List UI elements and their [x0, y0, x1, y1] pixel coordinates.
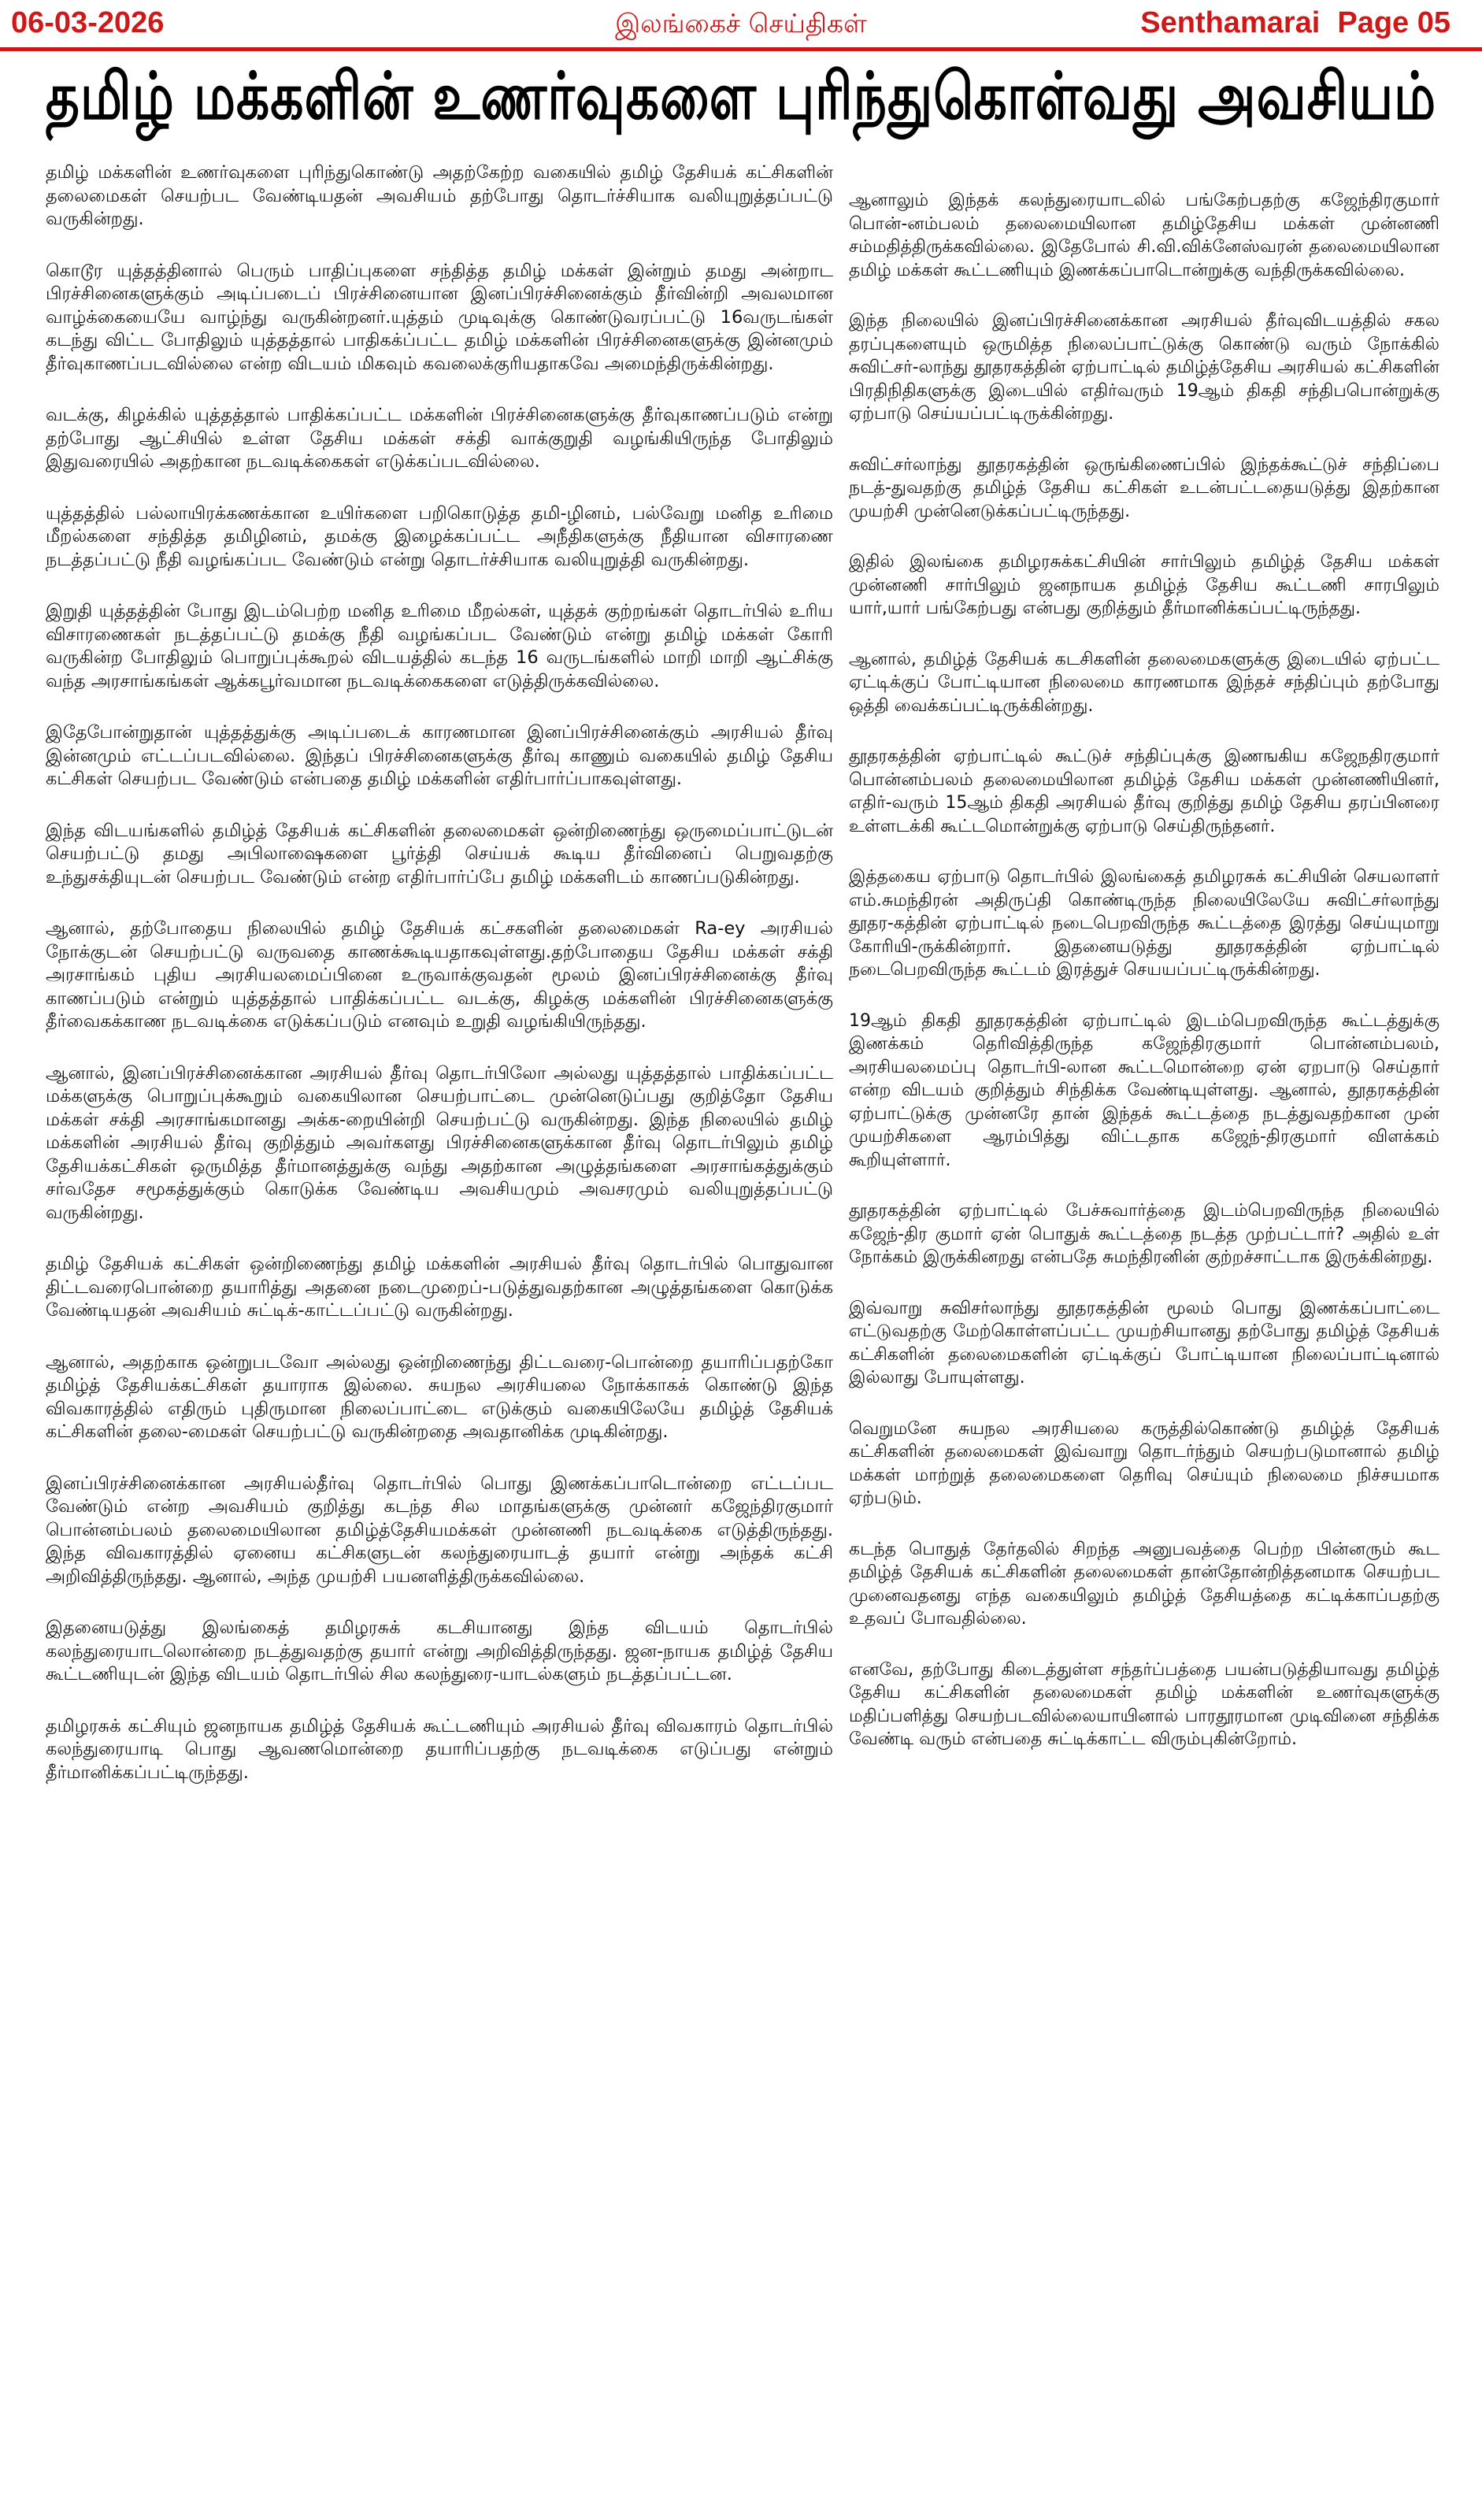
- paragraph: யுத்தத்தில் பல்லாயிரக்கணக்கான உயிர்களை பறிகொடுத்த தமி-ழினம், பல்வேறு மனித உரிமை மீறல்களை சந்தித்த தமிழினம், தமக்கு இழைக்கப்பட்ட அநீதிகளுக்கு நீதியான விசாரணை நடத்தப்பட்டு நீதி வழங்கப்பட வேண்டும் என்று தொடர்ச்சியாக வலியுறுத்தி வருகின்றது.: [46, 502, 833, 570]
- header-divider: [0, 47, 1482, 51]
- paragraph: வெறுமனே சுயநல அரசியலை கருத்தில்கொண்டு தமிழ்த் தேசியக் கட்சிகளின் தலைமைகள் இவ்வாறு தொடர்ந்தும் செயற்படுமானால் தமிழ் மக்கள் மாற்றுத் தலைமைகளை தெரிவு செய்யும் நிலைமை நிச்சயமாக ஏற்படும்.: [849, 1418, 1439, 1508]
- page-number: Page 05: [1337, 6, 1451, 39]
- paragraph: ஆனாலும் இந்தக் கலந்துரையாடலில் பங்கேற்பதற்கு கஜேந்திரகுமார் பொன்-னம்பலம் தலைமையிலான தமிழ்தேசிய மக்கள் முன்னணி சம்மதித்திருக்கவில்லை. இதேபோல் சி.வி.விக்னேஸ்வரன் தலைமையிலான தமிழ் மக்கள் கூட்டணியும் இணக்கப்பாடொன்றுக்கு வந்திருக்கவில்லை.: [849, 191, 1439, 280]
- paper-name: Senthamarai: [1140, 6, 1321, 39]
- paragraph: ஆனால், தமிழ்த் தேசியக் கடசிகளின் தலைமைகளுக்கு இடையில் ஏற்பட்ட ஏட்டிக்குப் போட்டியான நிலைமை காரணமாக இந்தச் சந்திப்பும் தற்போது ஒத்தி வைக்கப்பட்டிருக்கின்றது.: [849, 649, 1439, 716]
- paragraph: தூதரகத்தின் ஏற்பாட்டில் பேச்சுவார்த்தை இடம்பெறவிருந்த நிலையில் கஜேந்-திர குமார் ஏன் பொதுக் கூட்டத்தை நடத்த முற்பட்டார்? அதில் உள் நோக்கம் இருக்கினறது என்பதே சுமந்திரனின் குற்றச்சாட்டாக இருக்கின்றது.: [849, 1201, 1439, 1267]
- masthead: [1140, 6, 1451, 40]
- paragraph: இறுதி யுத்தத்தின் போது இடம்பெற்ற மனித உரிமை மீறல்கள், யுத்தக் குற்றங்கள் தொடர்பில் உரிய விசாரணைகள் நடத்தப்பட்டு தமக்கு நீதி வழங்கப்பட வேண்டும் என்று தமிழ் மக்கள் கோரி வருகின்ற போதிலும் பொறுப்புக்கூறல் விடயத்தில் கடந்த 16 வருடங்களில் மாறி மாறி ஆட்சிக்கு வந்த அரசாங்கங்கள் ஆக்கபூர்வமான நடவடிக்கைகளை எடுத்திருக்கவில்லை.: [46, 601, 833, 691]
- paragraph: இதில் இலங்கை தமிழரசுக்கட்சியின் சார்பிலும் தமிழ்த் தேசிய மக்கள் முன்னணி சார்பிலும் ஜனநாயக தமிழ்த் தேசிய கூட்டணி சாரபிலும் யார்,யார் பங்கேற்பது என்பது குறித்தும் தீர்மானிக்கப்பட்டிருந்தது.: [849, 552, 1439, 618]
- paragraph: இந்த விடயங்களில் தமிழ்த் தேசியக் கட்சிகளின் தலைமைகள் ஒன்றிணைந்து ஒருமைப்பாட்டுடன் செயற்பட்டு தமது அபிலாஷைகளை பூர்த்தி செய்யக் கூடிய தீர்வினைப் பெறுவதற்கு உந்துசக்தியுடன் செயற்பட வேண்டும் என்ற எதிர்பார்ப்பே தமிழ் மக்களிடம் காணப்படுகின்றது.: [46, 820, 833, 888]
- paragraph: வடக்கு, கிழக்கில் யுத்தத்தால் பாதிக்கப்பட்ட மக்களின் பிரச்சினைகளுக்கு தீர்வுகாணப்படும் என்று தற்போது ஆட்சியில் உள்ள தேசிய மக்கள் சக்தி வாக்குறுதி வழங்கியிருந்த போதிலும் இதுவரையில் அதற்கான நடவடிக்கைகள் எடுக்கப்படவில்லை.: [46, 405, 833, 472]
- paragraph: இவ்வாறு சுவிசர்லாந்து தூதரகத்தின் மூலம் பொது இணக்கப்பாட்டை எட்டுவதற்கு மேற்கொள்ளப்பட்ட முயற்சியானது தற்போது தமிழ்த் தேசியக் கட்சிகளின் தலைமைகளின் ஏட்டிக்குப் போட்டியான நிலைப்பாட்டினால் இல்லாது போயுள்ளது.: [849, 1298, 1439, 1388]
- paragraph: ஆனால், அதற்காக ஒன்றுபடவோ அல்லது ஒன்றிணைந்து திட்டவரை-பொன்றை தயாரிப்பதற்கோ தமிழ்த் தேசியக்கட்சிகள் தயாராக இல்லை. சுயநல அரசியலை நோக்காகக் கொண்டு இந்த விவகாரத்தில் எதிரும் புதிருமான நிலைப்பாட்டை எடுக்கும் வகையிலேயே தமிழ்த் தேசியக் கட்சிகளின் தலை-மைகள் செயற்பட்டு வருகின்றதை அவதானிக்க முடிகின்றது.: [46, 1351, 833, 1442]
- issue-date: 06-03-2026: [11, 6, 165, 39]
- paragraph: இதனையடுத்து இலங்கைத் தமிழரசுக் கடசியானது இந்த விடயம் தொடர்பில் கலந்துரையாடலொன்றை நடத்துவதற்கு தயார் என்று அறிவித்திருந்தது. ஜன-நாயக தமிழ்த் தேசிய கூட்டணியுடன் இந்த விடயம் தொடர்பில் சில கலந்துரை-யாடல்களும் நடத்தப்பட்டன.: [46, 1618, 833, 1684]
- paragraph: தூதரகத்தின் ஏற்பாட்டில் கூட்டுச் சந்திப்புக்கு இணஙகிய கஜேநதிரகுமார் பொன்னம்பலம் தலைமையிலான தமிழ்த் தேசிய மக்கள் முன்னணியினர், எதிர்-வரும் 15ஆம் திகதி அரசியல் தீர்வு குறித்து தமிழ் தேசிய தரப்பினரை உள்ளடக்கி கூட்டமொன்றுக்கு ஏற்பாடு செய்திருந்தனர்.: [849, 747, 1439, 836]
- paragraph: இந்த நிலையில் இனப்பிரச்சினைக்கான அரசியல் தீர்வுவிடயத்தில் சகல தரப்புகளையும் ஒருமித்த நிலைப்பாட்டுக்கு கொண்டு வரும் நோக்கில் சுவிட்சர்-லாந்து தூதரகத்தின் ஏற்பாட்டில் தமிழ்த்தேசிய அரசியல் கட்சிகளின் பிரதிநிதிகளுக்கு இடையில் எதிர்வரும் 19ஆம் திகதி சந்திபபொன்றுக்கு ஏற்பாடு செய்யப்பட்டிருக்கின்றது.: [849, 311, 1439, 424]
- paragraph: 19ஆம் திகதி தூதரகத்தின் ஏற்பாட்டில் இடம்பெறவிருந்த கூட்டத்துக்கு இணக்கம் தெரிவித்திருந்த கஜேந்திரகுமார் பொன்னம்பலம், அரசியலமைப்பு தொடர்பி-லான கூட்டமொன்றை ஏன் ஏறபாடு செய்தார் என்ற விடயம் குறித்தும் சிந்திக்க வேண்டியுள்ளது. ஆனால், தூதரகத்தின் ஏற்பாட்டுக்கு முன்னரே தான் இந்தக் கூட்டத்தை நடத்துவதற்கான முன் முயற்சிகளை ஆரம்பித்து விட்டதாக கஜேந்-திரகுமார் விளக்கம் கூறியுள்ளார்.: [849, 1010, 1439, 1170]
- paragraph: கொடூர யுத்தத்தினால் பெரும் பாதிப்புகளை சந்தித்த தமிழ் மக்கள் இன்றும் தமது அன்றாட பிரச்சினைகளுக்கும் அடிப்படைப் பிரச்சினையான இனப்பிரச்சினைக்கும் தீர்வின்றி அவலமான வாழ்க்கையையே வாழ்ந்து வருகின்றனர்.யுத்தம் முடிவுக்கு கொண்டுவரப்பட்டு 16வருடங்கள் கடந்து விட்ட போதிலும் யுத்தத்தால் பாதிகக்ப்பட்ட தமிழ் மக்களின் பிரச்சினைகளுக்கு இன்னமும் தீர்வுகாணப்படவில்லை என்ற விடயம் மிகவும் கவலைக்குரியதாகவே அமைந்திருக்கின்றது.: [46, 260, 833, 374]
- paragraph: இத்தகைய ஏற்பாடு தொடர்பில் இலங்கைத் தமிழரசுக் கட்சியின் செயலாளர் எம்.சுமந்திரன் அதிருப்தி கொண்டிருந்த நிலையிலேயே சுவிட்சர்லாந்து தூதர-கத்தின் ஏற்பாட்டில் நடைபெறவிருந்த கூட்டத்தை இரத்து செய்யுமாறு கோரியி-ருக்கின்றார். இதனையடுத்து தூதரகத்தின் ஏற்பாட்டில் நடைபெறவிருந்த கூட்டம் இரத்துச் செயயப்பட்டிருக்கின்றது.: [849, 867, 1439, 980]
- page-header: [0, 0, 1482, 44]
- paragraph: கடந்த பொதுத் தேர்தலில் சிறந்த அனுபவத்தை பெற்ற பின்னரும் கூட தமிழ்த் தேசியக் கட்சிகளின் தலைமைகள் தான்தோன்றித்தனமாக செயற்பட முனைவதனது எந்த வகையிலும் தமிழ்த் தேசியத்தை கட்டிக்காப்பதற்கு உதவப் போவதில்லை.: [849, 1539, 1439, 1629]
- paragraph: எனவே, தற்போது கிடைத்துள்ள சந்தர்ப்பத்தை பயன்படுத்தியாவது தமிழ்த் தேசிய கட்சிகளின் தலைமைகள் தமிழ் மக்களின் உணர்வுகளுக்கு மதிப்பளித்து செயற்படவில்லையாயினால் பாரதூரமான முடிவினை சந்திக்க வேண்டி வரும் என்பதை சுட்டிக்காட்ட விரும்புகின்றோம்.: [849, 1659, 1439, 1749]
- left-column: [46, 161, 833, 1813]
- paragraph: இனப்பிரச்சினைக்கான அரசியல்தீர்வு தொடர்பில் பொது இணக்கப்பாடொன்றை எட்டப்பட வேண்டும் என்ற அவசியம் குறித்து கடந்த சில மாதங்களுக்கு முன்னர் கஜேந்திரகுமார் பொன்னம்பலம் தலைமையிலான தமிழ்த்தேசியமக்கள் முன்னணி நடவடிக்கை எடுத்திருந்தது. இந்த விவகாரத்தில் ஏனைய கட்சிகளுடன் கலந்துரையாடத் தயார் என்று அந்தக் கட்சி அறிவித்திருந்தது. ஆனால், அந்த முயற்சி பயனளித்திருக்கவில்லை.: [46, 1473, 833, 1587]
- paragraph: ஆனால், இனப்பிரச்சினைக்கான அரசியல் தீர்வு தொடர்பிலோ அல்லது யுத்தத்தால் பாதிக்கப்பட்ட மக்களுக்கு பொறுப்புக்கூறும் வகையிலான செயற்பாட்டை முன்னெடுப்பது குறித்தோ தேசிய மக்கள் சக்தி அரசாங்கமானது அக்க-றையின்றி செயற்பட்டு வருகின்றது. இந்த நிலையில் தமிழ் மக்களின் அரசியல் தீர்வு குறித்தும் அவர்களது பிரச்சினைகளுக்கான தீர்வு தொடர்பிலும் தமிழ் தேசியக்கட்சிகள் ஒருமித்த தீர்மானத்துக்கு வந்து அதற்கான அழுத்தங்களை அரசாங்கத்துக்கும் சர்வதேச சமூகத்துக்கும் கொடுக்க வேண்டிய அவசியமும் அவசரமும் வலியுறுத்தப்பட்டு வருகின்றது.: [46, 1062, 833, 1223]
- paragraph: தமிழ் மக்களின் உணர்வுகளை புரிந்துகொண்டு அதற்கேற்ற வகையில் தமிழ் தேசியக் கட்சிகளின் தலைமைகள் செயற்பட வேண்டியதன் அவசியம் தற்போது தொடர்ச்சியாக வலியுறுத்தப்பட்டு வருகின்றது.: [46, 162, 833, 229]
- paragraph: தமிழ் தேசியக் கட்சிகள் ஒன்றிணைந்து தமிழ் மக்களின் அரசியல் தீர்வு தொடர்பில் பொதுவான திட்டவரைபொன்றை தயாரித்து அதனை நடைமுறைப்-படுத்துவதற்கான அழுத்தங்களை கொடுக்க வேண்டியதன் அவசியம் சுட்டிக்-காட்டப்பட்டு வருகின்றது.: [46, 1254, 833, 1321]
- paragraph: ஆனால், தற்போதைய நிலையில் தமிழ் தேசியக் கட்சகளின் தலைமைகள் Ra-ey அரசியல் நோக்குடன் செயற்பட்டு வருவதை காணக்கூடியதாகவுள்ளது.தற்போதைய தேசிய மக்கள் சக்தி அரசாங்கம் புதிய அரசியலமைப்பினை உருவாக்குவதன் மூலம் இனப்பிரச்சினைக்கு தீர்வு காணப்படும் என்றும் யுத்தத்தால் பாதிக்கப்பட்ட வடக்கு, கிழக்கு மக்களின் பிரச்சினைகளுக்கு தீர்வைகக்காண நடவடிக்கை எடுக்கப்படும் எனவும் உறுதி வழங்கியிருந்தது.: [46, 918, 833, 1032]
- paragraph: சுவிட்சர்லாந்து தூதரகத்தின் ஒருங்கிணைப்பில் இந்தக்கூட்டுச் சந்திப்பை நடத்-துவதற்கு தமிழ்த் தேசிய கட்சிகள் உடன்பட்டதையடுத்து இதற்கான முயற்சி முன்னெடுக்கப்பட்டிருந்தது.: [849, 454, 1439, 521]
- article-headline: தமிழ் மக்களின் உணர்வுகளை புரிந்துகொள்வது அவசியம்: [45, 58, 1437, 135]
- section-title: இலங்கைச் செய்திகள்: [615, 8, 867, 39]
- paragraph: தமிழரசுக் கட்சியும் ஜனநாயக தமிழ்த் தேசியக் கூட்டணியும் அரசியல் தீர்வு விவகாரம் தொடர்பில் கலந்துரையாடி பொது ஆவணமொன்றை தயாரிப்பதற்கு நடவடிக்கை எடுப்பது என்றும் தீர்மானிக்கப்பட்டிருந்தது.: [46, 1715, 833, 1783]
- right-column: [849, 189, 1439, 1779]
- paragraph: இதேபோன்றுதான் யுத்தத்துக்கு அடிப்படைக் காரணமான இனப்பிரச்சினைக்கும் அரசியல் தீர்வு இன்னமும் எட்டப்படவில்லை. இந்தப் பிரச்சினைகளுக்கு தீர்வு காணும் வகையில் தமிழ் தேசிய கட்சிகள் செயற்பட வேண்டும் என்பதை தமிழ் மக்களின் எதிர்பார்ப்பாகவுள்ளது.: [46, 722, 833, 789]
